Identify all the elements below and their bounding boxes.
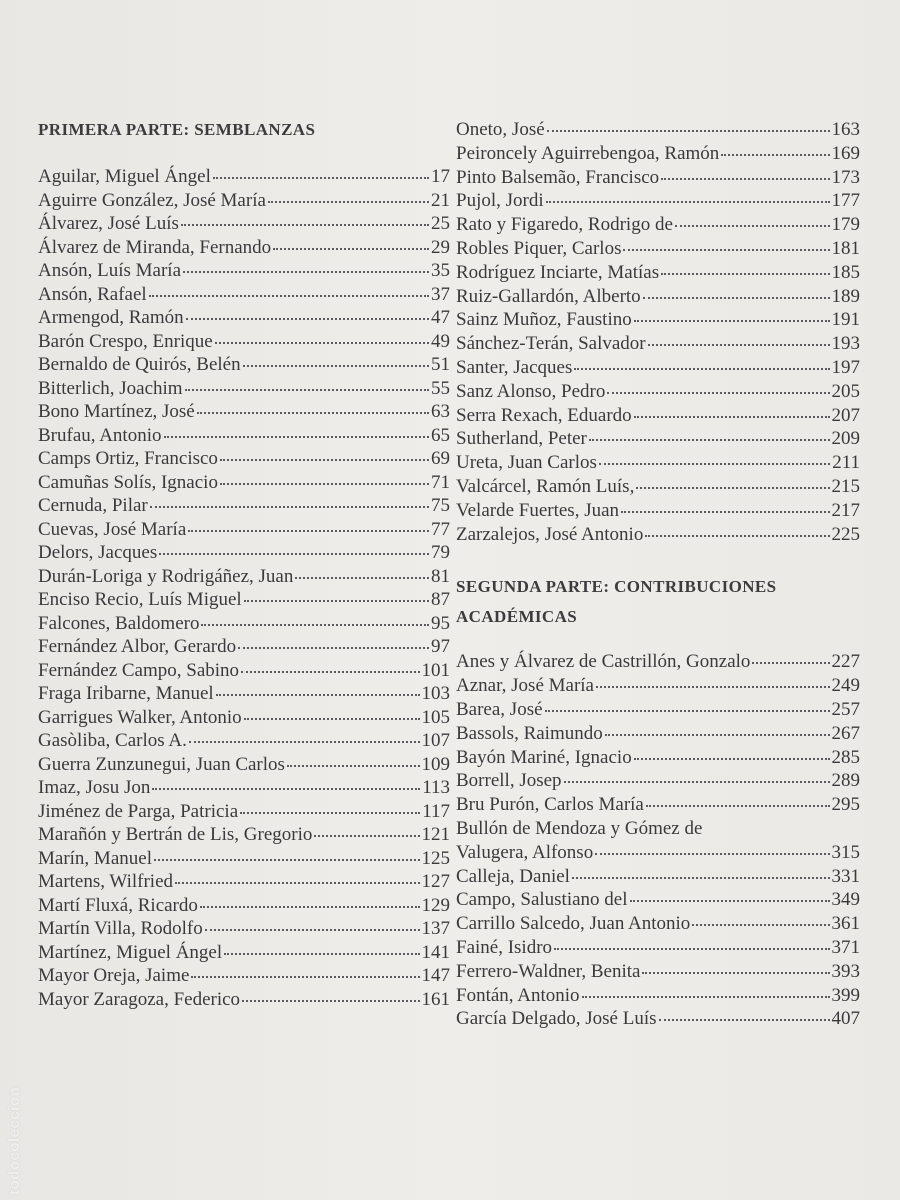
entry-name: Ansón, Rafael <box>38 283 147 305</box>
entry-page-number: 107 <box>421 730 450 751</box>
entry-page-number: 109 <box>421 753 450 775</box>
entry-page-number: 191 <box>831 309 860 331</box>
dot-leader <box>295 577 429 579</box>
dot-leader <box>220 483 429 485</box>
entry-name: Rodríguez Inciarte, Matías <box>456 261 660 283</box>
index-entry <box>38 259 450 283</box>
entry-name: Bayón Mariné, Ignacio <box>456 746 632 768</box>
entry-name: Santer, Jacques <box>456 356 573 378</box>
entry-page-number: 215 <box>831 475 860 497</box>
index-entry <box>38 565 450 589</box>
dot-leader <box>314 835 419 837</box>
index-entry <box>38 189 450 213</box>
index-entry <box>38 306 450 330</box>
entry-name: Fernández Albor, Gerardo <box>38 636 237 657</box>
dot-leader <box>189 741 420 743</box>
dot-leader <box>242 1000 419 1002</box>
dot-leader <box>675 225 830 227</box>
dot-leader <box>596 686 830 688</box>
entry-page-number: 217 <box>831 499 860 521</box>
dot-leader <box>661 273 829 275</box>
entry-page-number: 75 <box>431 495 450 516</box>
entry-page-number: 393 <box>831 960 860 982</box>
entry-page-number: 97 <box>431 636 450 657</box>
index-entry <box>38 330 450 354</box>
dot-leader <box>648 344 830 346</box>
dot-leader <box>692 924 829 926</box>
entry-page-number: 169 <box>831 142 860 164</box>
dot-leader <box>589 439 830 441</box>
dot-leader <box>175 882 419 884</box>
index-list-semblanzas-continued <box>456 118 860 546</box>
entry-page-number: 173 <box>831 166 860 188</box>
dot-leader <box>164 436 430 438</box>
index-entry <box>456 308 860 332</box>
entry-page-number: 113 <box>422 777 450 798</box>
entry-name: Bullón de Mendoza y Gómez de <box>456 817 703 839</box>
entry-name: Brufau, Antonio <box>38 424 162 446</box>
entry-name: Peironcely Aguirrebengoa, Ramón <box>456 142 720 164</box>
index-entry <box>456 285 860 309</box>
index-entry <box>38 894 450 918</box>
entry-page-number: 267 <box>831 722 860 744</box>
entry-name: Sainz Muñoz, Faustino <box>456 309 632 331</box>
entry-name: Calleja, Daniel <box>456 865 570 887</box>
entry-page-number: 25 <box>431 213 450 234</box>
dot-leader <box>197 412 429 414</box>
index-entry <box>456 499 860 523</box>
index-entry <box>456 356 860 380</box>
index-list-semblanzas <box>38 165 450 1011</box>
dot-leader <box>574 368 829 370</box>
entry-name: Gasòliba, Carlos A. <box>38 730 187 751</box>
index-entry <box>456 404 860 428</box>
dot-leader <box>721 154 829 156</box>
index-entry <box>38 635 450 659</box>
dot-leader <box>545 710 830 712</box>
entry-page-number: 197 <box>831 356 860 378</box>
index-entry <box>456 142 860 166</box>
index-entry <box>38 494 450 518</box>
entry-name: Ureta, Juan Carlos <box>456 452 597 474</box>
index-entry <box>456 888 860 912</box>
entry-name: Aguilar, Miguel Ángel <box>38 166 211 187</box>
entry-name: Sutherland, Peter <box>456 428 587 450</box>
entry-page-number: 35 <box>431 260 450 281</box>
index-entry <box>456 960 860 984</box>
index-list-contribuciones <box>456 650 860 1031</box>
entry-page-number: 177 <box>831 190 860 212</box>
dot-leader <box>188 530 429 532</box>
entry-name: Mayor Oreja, Jaime <box>38 965 190 986</box>
index-entry <box>38 917 450 941</box>
entry-page-number: 211 <box>832 452 860 474</box>
entry-name: Marín, Manuel <box>38 847 152 869</box>
dot-leader <box>547 130 830 132</box>
entry-page-number: 407 <box>831 1008 860 1030</box>
index-entry <box>38 424 450 448</box>
index-entry <box>456 793 860 817</box>
index-entry <box>38 964 450 988</box>
entry-name: Pinto Balsemão, Francisco <box>456 166 660 188</box>
index-entry <box>38 706 450 730</box>
entry-page-number: 185 <box>831 261 860 283</box>
entry-page-number: 249 <box>831 675 860 697</box>
index-entry <box>38 447 450 471</box>
index-entry <box>38 212 450 236</box>
dot-leader <box>646 805 830 807</box>
dot-leader <box>240 812 420 814</box>
entry-page-number: 137 <box>421 918 450 939</box>
dot-leader <box>183 271 429 273</box>
entry-page-number: 77 <box>431 518 450 540</box>
entry-page-number: 79 <box>431 542 450 563</box>
entry-name: Robles Piquer, Carlos <box>456 237 622 259</box>
entry-name: Martínez, Miguel Ángel <box>38 941 223 963</box>
entry-page-number: 225 <box>831 523 860 545</box>
entry-page-number: 117 <box>422 800 450 822</box>
dot-leader <box>599 463 830 465</box>
index-entry <box>38 400 450 424</box>
entry-page-number: 37 <box>431 283 450 305</box>
entry-name: Valugera, Alfonso <box>456 841 594 863</box>
entry-page-number: 285 <box>831 746 860 768</box>
entry-name: Zarzalejos, José Antonio <box>456 523 644 545</box>
entry-page-number: 105 <box>421 706 450 728</box>
entry-name: Bassols, Raimundo <box>456 722 603 744</box>
dot-leader <box>287 765 420 767</box>
entry-name: Borrell, Josep <box>456 770 562 792</box>
dot-leader <box>152 788 420 790</box>
dot-leader <box>605 734 830 736</box>
watermark-text: todocoleccion <box>6 1086 23 1195</box>
entry-page-number: 193 <box>831 333 860 355</box>
entry-name: Bru Purón, Carlos María <box>456 794 644 816</box>
entry-page-number: 209 <box>831 428 860 450</box>
dot-leader <box>149 295 429 297</box>
entry-page-number: 147 <box>421 965 450 986</box>
dot-leader <box>201 624 429 626</box>
entry-name: Barea, José <box>456 698 543 720</box>
entry-name: Valcárcel, Ramón Luís, <box>456 475 635 497</box>
dot-leader <box>205 929 420 931</box>
dot-leader <box>634 416 830 418</box>
dot-leader <box>191 976 419 978</box>
entry-page-number: 161 <box>421 988 450 1010</box>
entry-name: Ferrero-Waldner, Benita <box>456 960 641 982</box>
dot-leader <box>752 662 829 664</box>
index-entry <box>456 427 860 451</box>
entry-page-number: 125 <box>421 847 450 869</box>
index-entry <box>456 817 860 841</box>
dot-leader <box>572 877 830 879</box>
entry-page-number: 205 <box>831 380 860 402</box>
index-entry <box>38 236 450 260</box>
entry-name: Serra Rexach, Eduardo <box>456 404 632 426</box>
section-heading-contribuciones <box>456 572 860 632</box>
entry-name: Álvarez de Miranda, Fernando <box>38 236 272 258</box>
dot-leader <box>634 758 830 760</box>
entry-page-number: 29 <box>431 236 450 258</box>
index-entry <box>38 823 450 847</box>
index-entry <box>38 353 450 377</box>
entry-name: Fraga Iribarne, Manuel <box>38 683 214 704</box>
entry-page-number: 101 <box>421 659 450 681</box>
index-entry <box>38 612 450 636</box>
index-entry <box>456 332 860 356</box>
entry-page-number: 257 <box>831 698 860 720</box>
index-entry <box>38 659 450 683</box>
dot-leader <box>636 487 829 489</box>
entry-name: Imaz, Josu Jon <box>38 777 151 798</box>
dot-leader <box>150 506 429 508</box>
dot-leader <box>220 459 429 461</box>
index-entry <box>456 865 860 889</box>
entry-name: Mayor Zaragoza, Federico <box>38 988 241 1010</box>
dot-leader <box>241 671 419 673</box>
entry-name: Guerra Zunzunegui, Juan Carlos <box>38 753 285 775</box>
entry-name: Fontán, Antonio <box>456 984 580 1006</box>
index-entry <box>456 118 860 142</box>
index-entry <box>38 729 450 753</box>
entry-name: Cuevas, José María <box>38 518 187 540</box>
entry-name: Álvarez, José Luís <box>38 213 179 234</box>
dot-leader <box>659 1019 830 1021</box>
dot-leader <box>181 224 429 226</box>
entry-name: Campo, Salustiano del <box>456 889 628 911</box>
index-entry <box>38 377 450 401</box>
entry-name: Martín Villa, Rodolfo <box>38 918 203 939</box>
entry-name: Delors, Jacques <box>38 542 158 563</box>
entry-page-number: 289 <box>831 770 860 792</box>
index-column-left <box>38 118 450 1011</box>
entry-name: Oneto, José <box>456 119 545 140</box>
index-entry <box>38 847 450 871</box>
index-entry <box>456 746 860 770</box>
dot-leader <box>216 694 420 696</box>
entry-name: Sanz Alonso, Pedro <box>456 380 606 402</box>
index-entry <box>456 213 860 237</box>
entry-name: Fernández Campo, Sabino <box>38 659 240 681</box>
entry-page-number: 129 <box>421 894 450 916</box>
index-column-right <box>456 118 860 1031</box>
dot-leader <box>238 647 429 649</box>
dot-leader <box>273 248 429 250</box>
entry-name: Velarde Fuertes, Juan <box>456 499 620 521</box>
index-entry <box>456 475 860 499</box>
dot-leader <box>564 781 830 783</box>
entry-name: Bernaldo de Quirós, Belén <box>38 354 241 375</box>
entry-name: Camuñas Solís, Ignacio <box>38 471 218 493</box>
entry-page-number: 207 <box>831 404 860 426</box>
index-entry <box>38 753 450 777</box>
entry-page-number: 103 <box>421 683 450 704</box>
entry-name: Ansón, Luís María <box>38 260 182 281</box>
entry-name: Cernuda, Pilar <box>38 495 148 516</box>
entry-page-number: 17 <box>431 166 450 187</box>
entry-page-number: 189 <box>831 285 860 307</box>
entry-name: Rato y Figaredo, Rodrigo de <box>456 214 673 236</box>
entry-page-number: 87 <box>431 589 450 610</box>
entry-page-number: 49 <box>431 330 450 352</box>
section-heading-semblanzas: PRIMERA PARTE: SEMBLANZAS <box>38 120 316 139</box>
entry-page-number: 65 <box>431 424 450 446</box>
index-entry <box>456 984 860 1008</box>
dot-leader <box>582 996 830 998</box>
entry-page-number: 181 <box>831 237 860 259</box>
dot-leader <box>623 249 829 251</box>
entry-page-number: 21 <box>431 189 450 211</box>
entry-page-number: 371 <box>831 936 860 958</box>
entry-page-number: 69 <box>431 448 450 469</box>
dot-leader <box>268 201 429 203</box>
dot-leader <box>215 342 429 344</box>
index-entry <box>456 769 860 793</box>
entry-name: Camps Ortiz, Francisco <box>38 448 218 469</box>
entry-page-number: 331 <box>831 865 860 887</box>
index-entry <box>456 698 860 722</box>
entry-name: Armengod, Ramón <box>38 307 184 328</box>
index-entry <box>456 451 860 475</box>
index-entry <box>456 261 860 285</box>
entry-name: Martí Fluxá, Ricardo <box>38 894 198 916</box>
entry-name: Pujol, Jordi <box>456 190 544 212</box>
entry-name: Sánchez-Terán, Salvador <box>456 333 646 355</box>
dot-leader <box>185 389 429 391</box>
entry-page-number: 55 <box>431 377 450 399</box>
entry-name: Garrigues Walker, Antonio <box>38 706 242 728</box>
dot-leader <box>213 177 429 179</box>
entry-page-number: 127 <box>421 871 450 892</box>
entry-name: Bitterlich, Joachim <box>38 377 183 399</box>
entry-page-number: 399 <box>831 984 860 1006</box>
index-entry <box>38 870 450 894</box>
entry-page-number: 349 <box>831 889 860 911</box>
entry-page-number: 227 <box>831 651 860 673</box>
dot-leader <box>244 718 420 720</box>
entry-name: Bono Martínez, José <box>38 401 195 422</box>
index-entry <box>38 283 450 307</box>
entry-page-number: 81 <box>431 565 450 587</box>
dot-leader <box>159 553 429 555</box>
index-entry <box>38 682 450 706</box>
entry-name: Aguirre González, José María <box>38 189 266 211</box>
entry-name: Falcones, Baldomero <box>38 612 200 634</box>
index-entry <box>456 189 860 213</box>
entry-name: Anes y Álvarez de Castrillón, Gonzalo <box>456 651 751 673</box>
entry-page-number: 295 <box>831 794 860 816</box>
index-entry <box>38 541 450 565</box>
dot-leader <box>154 859 420 861</box>
dot-leader <box>546 201 830 203</box>
dot-leader <box>607 392 829 394</box>
entry-page-number: 179 <box>831 214 860 236</box>
dot-leader <box>661 178 829 180</box>
entry-name: Barón Crespo, Enrique <box>38 330 213 352</box>
index-entry <box>456 912 860 936</box>
entry-name: Carrillo Salcedo, Juan Antonio <box>456 913 691 935</box>
entry-page-number: 141 <box>421 941 450 963</box>
entry-name: Martens, Wilfried <box>38 871 174 892</box>
entry-name: Enciso Recio, Luís Miguel <box>38 589 242 610</box>
index-entry <box>456 722 860 746</box>
index-entry <box>38 988 450 1012</box>
entry-page-number: 47 <box>431 307 450 328</box>
dot-leader <box>645 535 829 537</box>
entry-name: Durán-Loriga y Rodrigáñez, Juan <box>38 565 294 587</box>
entry-page-number: 63 <box>431 401 450 422</box>
entry-name: Fainé, Isidro <box>456 936 553 958</box>
entry-page-number: 315 <box>831 841 860 863</box>
index-entry <box>456 936 860 960</box>
section-contribuciones <box>456 572 860 1031</box>
index-entry <box>456 841 860 865</box>
index-entry <box>38 800 450 824</box>
entry-name: Marañón y Bertrán de Lis, Gregorio <box>38 824 313 845</box>
index-entry <box>456 166 860 190</box>
dot-leader <box>554 948 829 950</box>
dot-leader <box>243 365 429 367</box>
index-entry <box>38 518 450 542</box>
entry-page-number: 163 <box>831 119 860 140</box>
entry-page-number: 121 <box>421 824 450 845</box>
dot-leader <box>200 906 420 908</box>
dot-leader <box>244 600 429 602</box>
dot-leader <box>621 511 829 513</box>
section-heading-line-2: ACADÉMICAS <box>456 607 578 627</box>
index-entry <box>456 237 860 261</box>
index-entry <box>456 650 860 674</box>
dot-leader <box>643 297 830 299</box>
dot-leader <box>186 318 429 320</box>
index-entry <box>456 674 860 698</box>
entry-name: García Delgado, José Luís <box>456 1008 657 1030</box>
entry-name: Jiménez de Parga, Patricia <box>38 800 239 822</box>
entry-name: Aznar, José María <box>456 675 594 697</box>
entry-page-number: 361 <box>831 913 860 935</box>
index-entry <box>38 471 450 495</box>
entry-page-number: 95 <box>431 612 450 634</box>
index-entry <box>38 165 450 189</box>
entry-page-number: 71 <box>431 471 450 493</box>
dot-leader <box>595 853 829 855</box>
dot-leader <box>642 972 829 974</box>
section-heading-line-1: SEGUNDA PARTE: CONTRIBUCIONES <box>456 577 777 597</box>
index-entry <box>38 588 450 612</box>
entry-page-number: 51 <box>431 354 450 375</box>
index-entry <box>38 776 450 800</box>
dot-leader <box>224 953 419 955</box>
entry-name: Ruiz-Gallardón, Alberto <box>456 285 641 307</box>
index-entry <box>456 523 860 547</box>
dot-leader <box>630 900 830 902</box>
index-entry <box>38 941 450 965</box>
index-entry <box>456 380 860 404</box>
index-entry <box>456 1007 860 1031</box>
dot-leader <box>634 320 830 322</box>
